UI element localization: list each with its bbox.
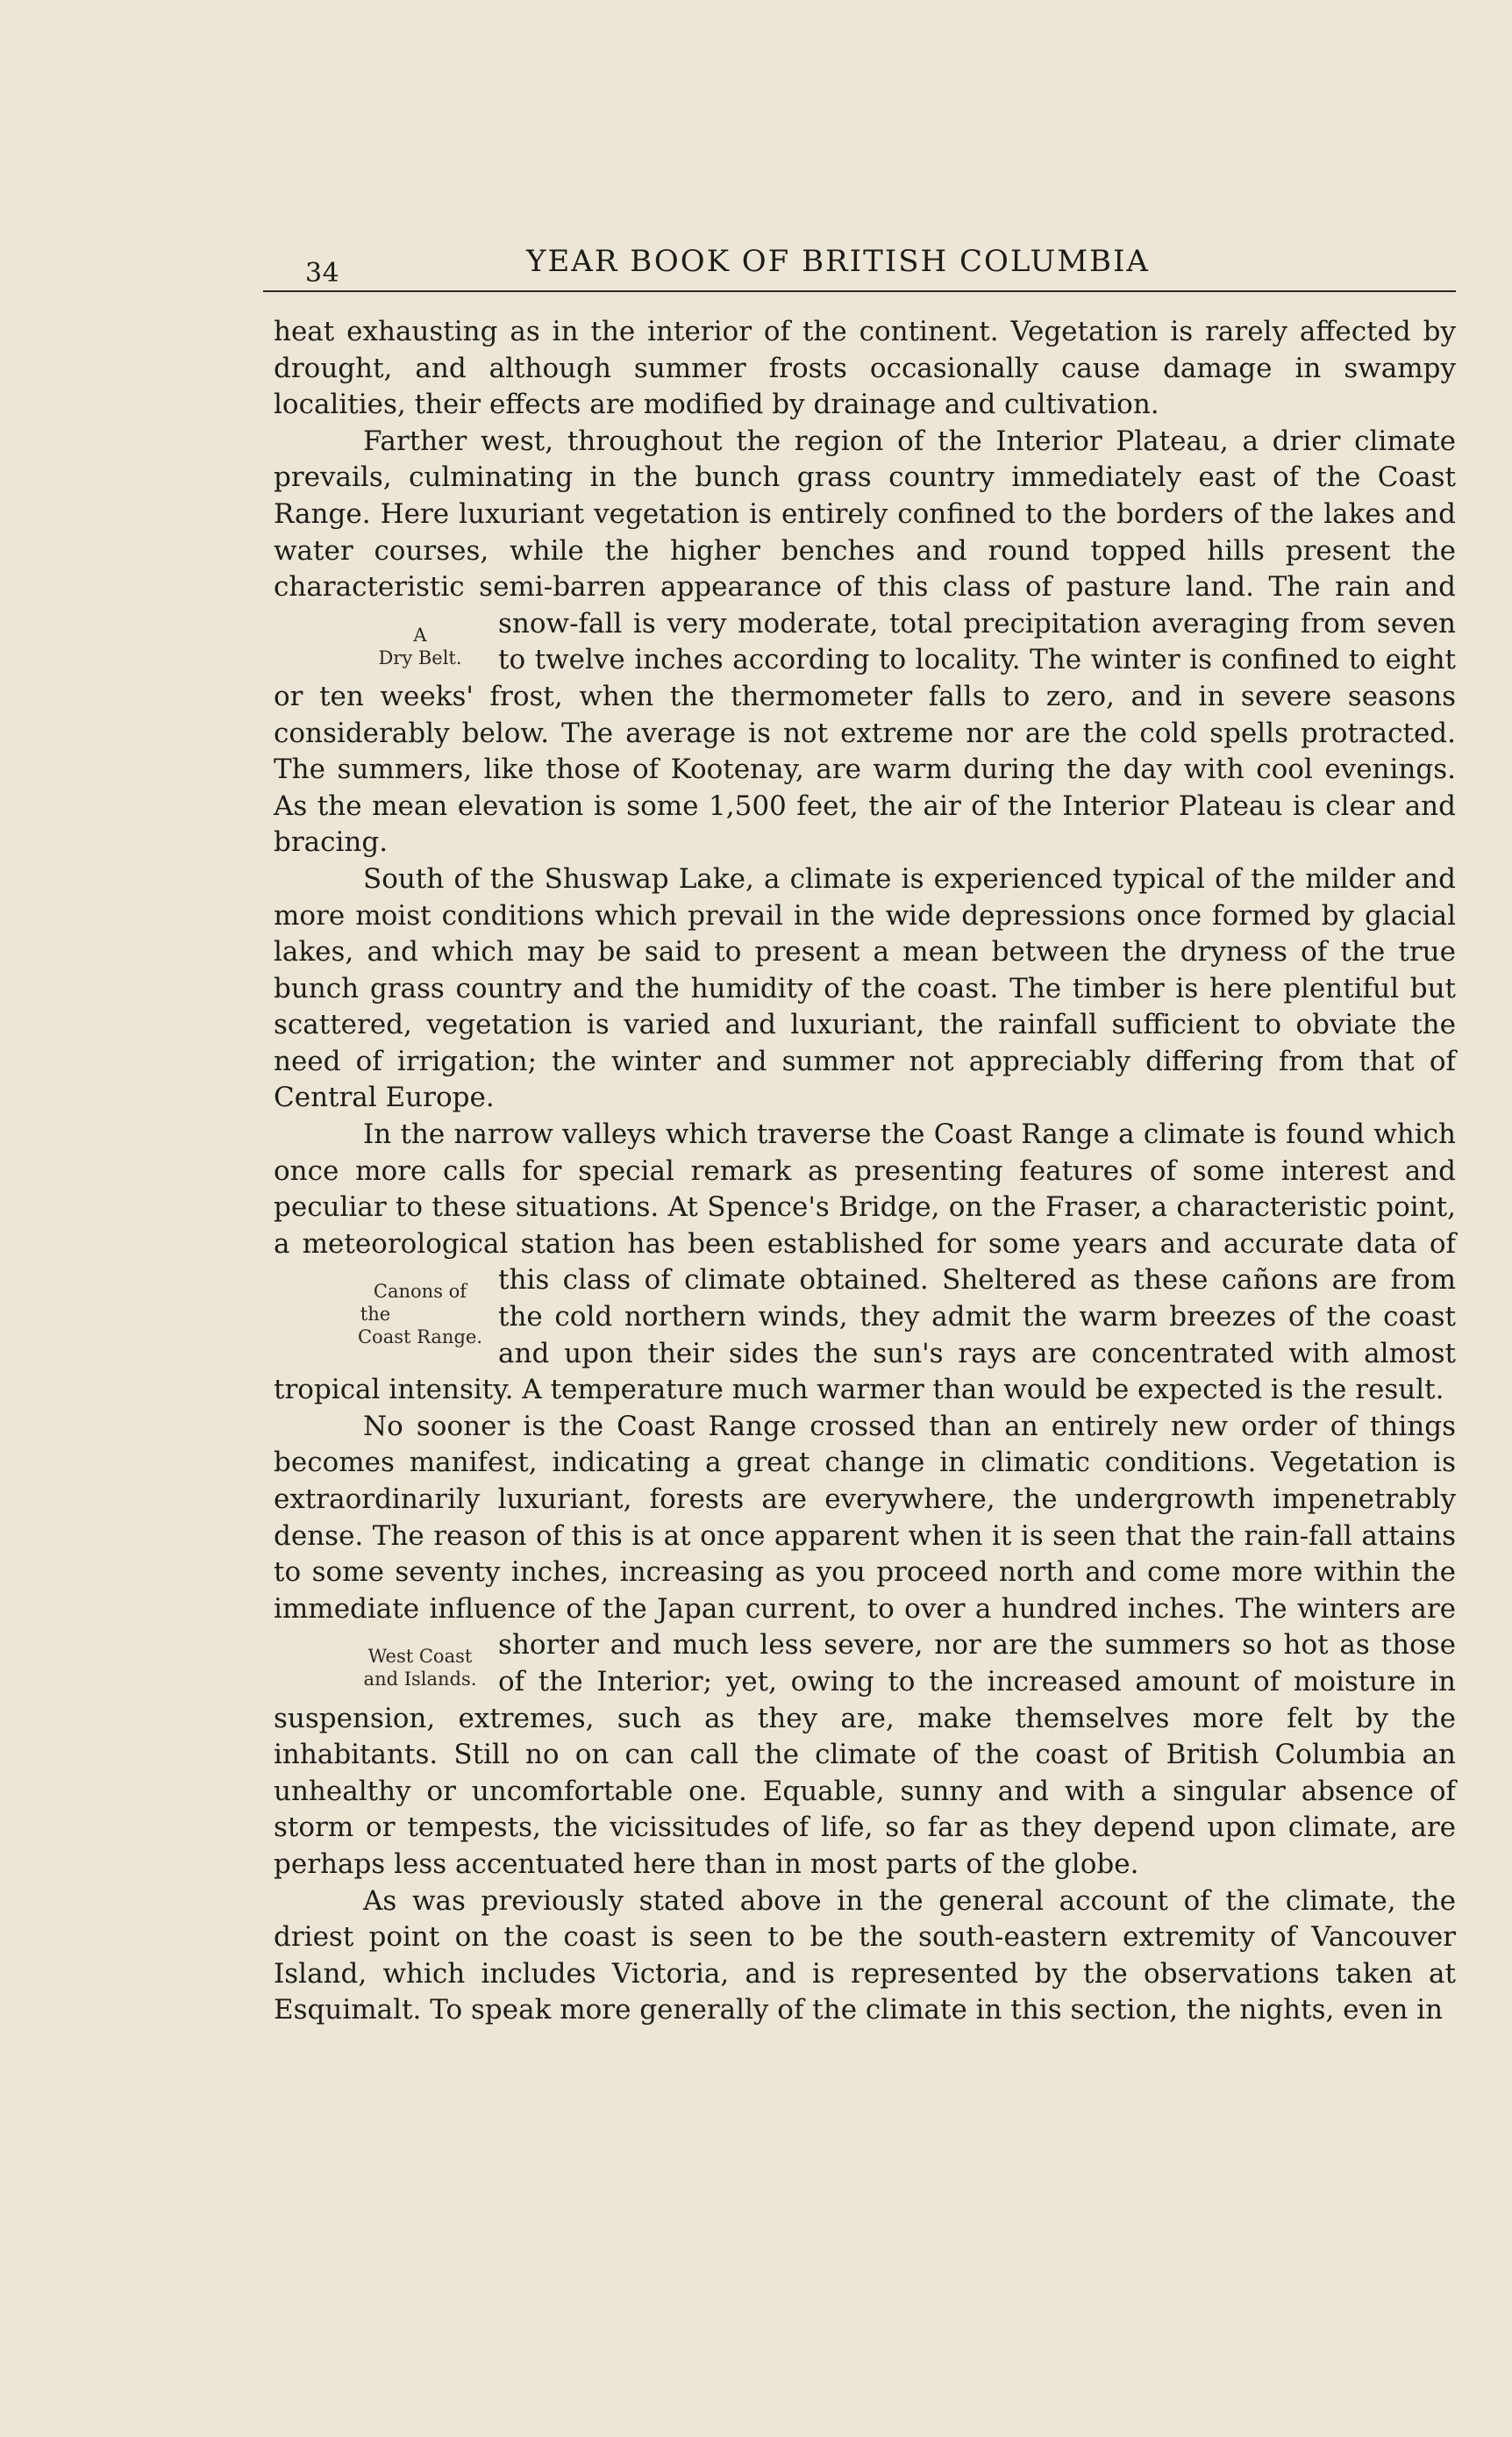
- sidenote-line: West Coast: [367, 1646, 473, 1668]
- paragraph-text: Farther west, throughout the region of the Interior Plateau, a drier climate prevails, culminating in the bunch grass country immediately east of the Coast Range. Here luxuriant vegetation is entirely confined to the borders of the lakes and water courses, while the higher benches and round topped hills present the characteristic semi-barren appearance of this class of pasture land. The rain and snow-fall is very moderate, total: [274, 425, 1456, 640]
- page-number: 34: [305, 258, 340, 289]
- paragraph-text-continued: of climate obtained. Sheltered as these cañons are from the cold northern winds, they admit the warm breezes of the coast and upon their sides the sun's rays are concentrated with almost tropical intensity. A temperature much warmer than would be expected is the result.: [274, 1264, 1456, 1406]
- paragraph-text-continued: shorter and much less severe, nor are the summers so hot as those of the Interior; yet, owing to the increased amount of moisture in suspension, extremes, such as they are, make themselves more felt by the inhabitants. Still no on can call the climate of the coast of British Columbia an unhealthy or uncomfortable one. Equable, sunny and with a singular absence of storm or tempests, the vicissitudes of life, so far as they depend upon climate, are perhaps less accentuated here than in most parts of the globe.: [274, 1629, 1456, 1880]
- sidenote-line: and Islands.: [363, 1669, 477, 1690]
- paragraph: [274, 424, 1456, 861]
- page-header: [263, 235, 1456, 297]
- paragraph: [274, 1409, 1456, 1883]
- paragraph-text: No sooner is the Coast Range crossed than an entirely new order of things becomes manifest, indicating a great change in climatic conditions. Vegetation is extraordinarily luxuriant, forests are everywhere, the undergrowth impenetrably dense. The reason of this is at once apparent when it is seen that the rain-fall attains to some seventy inches, increasing as you proceed north and come more within the immediate influence of the Japan current, to over a hundred inches. The winters are: [274, 1410, 1456, 1625]
- paragraph-text-continued: precipitation averaging from seven to twelve inches according to locality. The winter is confined to eight or ten weeks' frost, when the thermometer falls to zero, and in severe seasons considerably below. The average is not extreme nor are the cold spells protracted. The summers, like those of Kootenay, are warm during the day with cool evenings. As the mean elevation is some 1,500 feet, the air of the Interior Plateau is clear and bracing.: [274, 607, 1456, 859]
- margin-sidenote: [267, 624, 484, 669]
- paragraph: South of the Shuswap Lake, a climate is experienced typical of the milder and more moist conditions which prevail in the wide depressions once formed by glacial lakes, and which may be said to present a mean between the dryness of the true bunch grass country and the humidity of the coast. The timber is here plentiful but scattered, vegetation is varied and luxuriant, the rainfall sufficient to obviate the need of irrigation; the winter and summer not appreciably differing from that of Central Europe.: [274, 862, 1456, 1114]
- header-rule: [263, 290, 1456, 292]
- sidenote-line: A: [413, 624, 427, 646]
- sidenote-line: Canons of the: [360, 1281, 467, 1326]
- margin-sidenote: [267, 1645, 484, 1690]
- paragraph-text: In the narrow valleys which traverse the Coast Range a climate is found which once more calls for special remark as presenting features of some interest and peculiar to these situations. At Spence's Bridge, on the Fraser, a characteristic point, a meteorological station has been established for some years and accurate data of this class: [274, 1118, 1456, 1297]
- sidenote-line: Dry Belt.: [378, 647, 462, 668]
- paragraph: As was previously stated above in the general account of the climate, the driest point on the coast is seen to be the south-eastern extremity of Vancouver Island, which includes Victoria, and is represented by the observations taken at Esquimalt. To speak more generally of the climate in this section, the nights, even in: [274, 1884, 1456, 2026]
- paragraph: [274, 1117, 1456, 1409]
- running-head: YEAR BOOK OF BRITISH COLUMBIA: [526, 244, 1150, 279]
- sidenote-line: Coast Range.: [357, 1326, 482, 1348]
- paragraph: heat exhausting as in the interior of the continent. Vegetation is rarely affected by drought, and although summer frosts occasionally cause damage in swampy localities, their effects are modified by drainage and cultivation.: [274, 316, 1456, 421]
- margin-sidenote: [267, 1280, 484, 1348]
- body-text: [274, 314, 1456, 2029]
